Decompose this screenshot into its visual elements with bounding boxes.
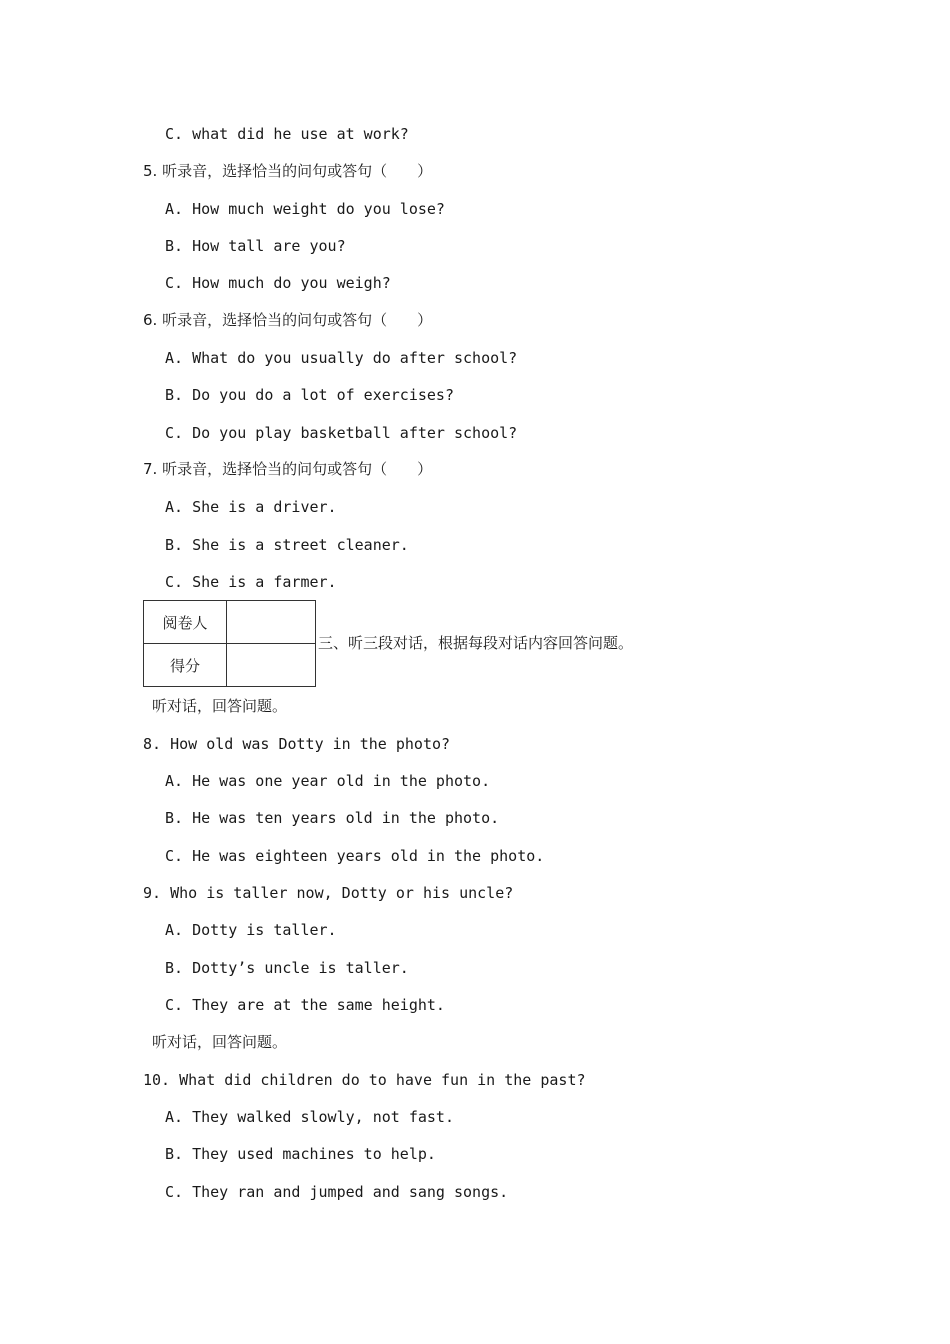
q8-option-a: A. He was one year old in the photo. [165, 772, 491, 790]
q10-option-a: A. They walked slowly, not fast. [165, 1108, 454, 1126]
q10-option-b: B. They used machines to help. [165, 1145, 436, 1163]
q7-option-b: B. She is a street cleaner. [165, 536, 409, 554]
q9-option-c: C. They are at the same height. [165, 996, 445, 1014]
q9-option-b: B. Dotty’s uncle is taller. [165, 959, 409, 977]
q7-option-c: C. She is a farmer. [165, 573, 337, 591]
score-cell [227, 644, 316, 687]
reviewer-label: 阅卷人 [144, 601, 227, 644]
q8-option-c: C. He was eighteen years old in the photo. [165, 847, 545, 865]
q4-option-c: C. what did he use at work? [165, 125, 409, 143]
score-box [143, 600, 316, 687]
q6-option-c: C. Do you play basketball after school? [165, 424, 518, 442]
q7-option-a: A. She is a driver. [165, 498, 337, 516]
q9-option-a: A. Dotty is taller. [165, 921, 337, 939]
q5-stem: 5. 听录音，选择恰当的问句或答句（ ） [143, 162, 433, 180]
q5-option-b: B. How tall are you? [165, 237, 346, 255]
score-label: 得分 [144, 644, 227, 687]
q9-stem: 9. Who is taller now, Dotty or his uncle? [143, 884, 514, 902]
q6-option-b: B. Do you do a lot of exercises? [165, 386, 454, 404]
q6-stem: 6. 听录音，选择恰当的问句或答句（ ） [143, 311, 433, 329]
q8-stem: 8. How old was Dotty in the photo? [143, 735, 451, 753]
section-instruction-2: 听对话，回答问题。 [152, 1033, 288, 1051]
q6-option-a: A. What do you usually do after school? [165, 349, 518, 367]
q7-stem: 7. 听录音，选择恰当的问句或答句（ ） [143, 460, 433, 478]
reviewer-cell [227, 601, 316, 644]
q5-option-c: C. How much do you weigh? [165, 274, 391, 292]
section-3-title: 三、听三段对话，根据每段对话内容回答问题。 [318, 634, 634, 652]
section-instruction-1: 听对话，回答问题。 [152, 697, 288, 715]
q5-option-a: A. How much weight do you lose? [165, 200, 445, 218]
q10-stem: 10. What did children do to have fun in the past? [143, 1071, 586, 1089]
q8-option-b: B. He was ten years old in the photo. [165, 809, 500, 827]
q10-option-c: C. They ran and jumped and sang songs. [165, 1183, 509, 1201]
